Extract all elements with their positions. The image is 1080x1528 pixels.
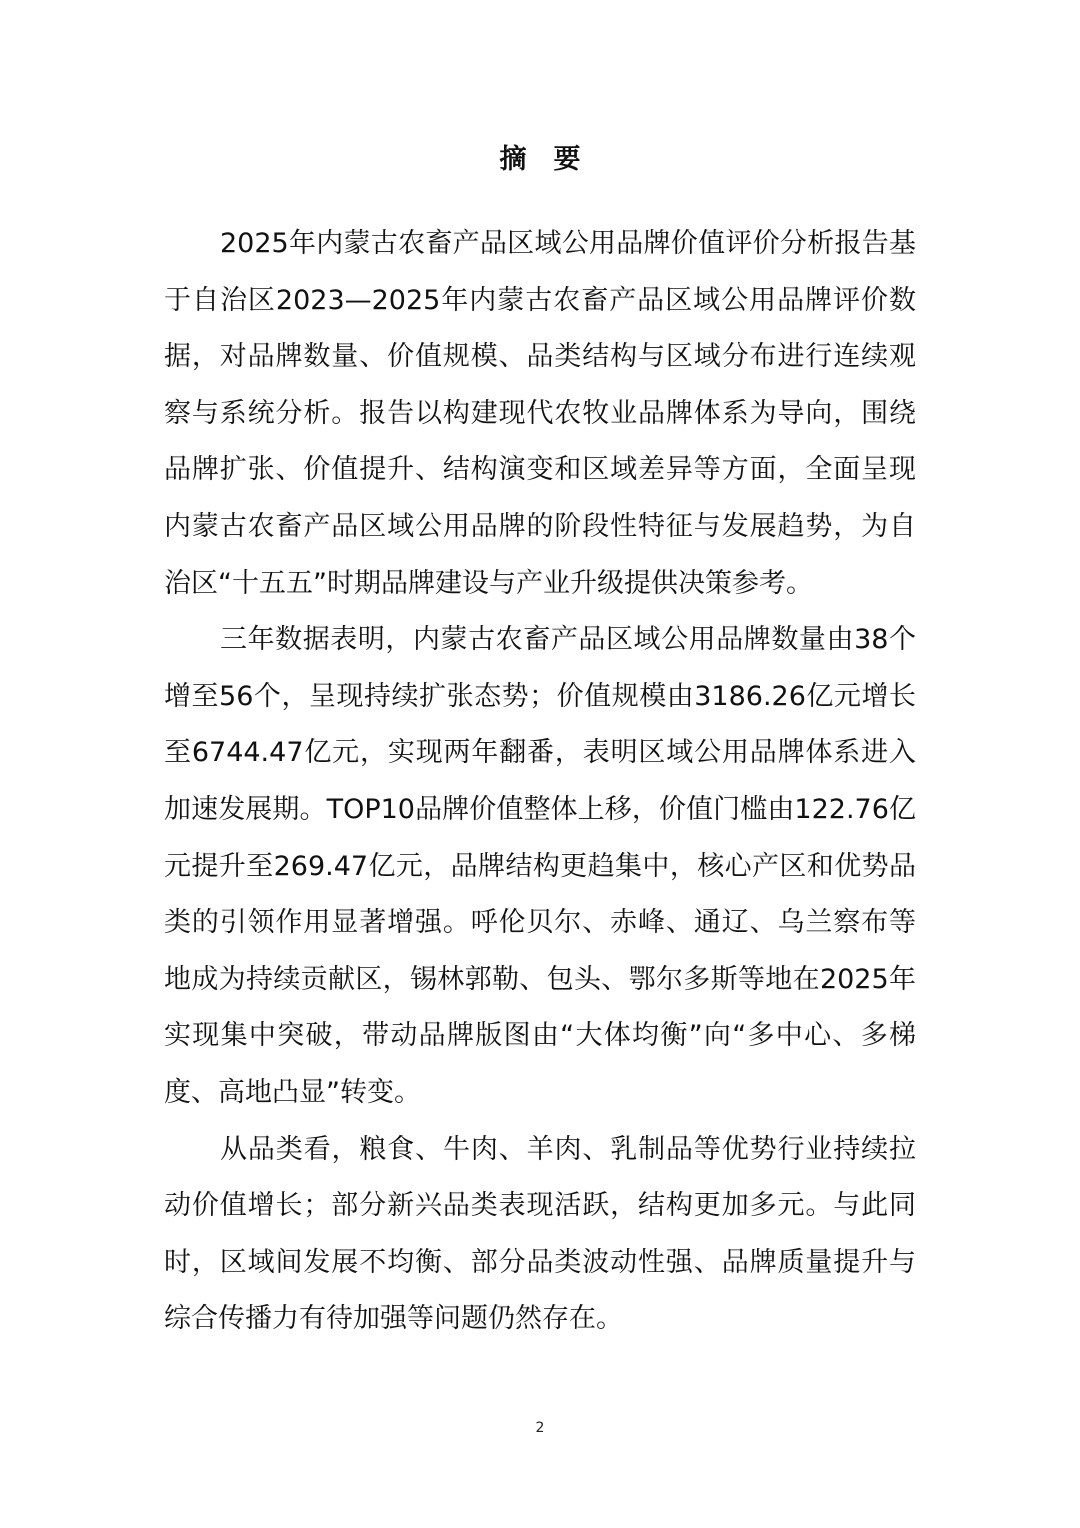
page-title: 摘 要 xyxy=(499,144,581,175)
paragraph-3: 从品类看，粮食、牛肉、羊肉、乳制品等优势行业持续拉动价值增长；部分新兴品类表现活跃，结构更加多元。与此同时，区域间发展不均衡、部分品类波动性强、品牌质量提升与综合传播力有待加强等问题仍然存在。 xyxy=(164,1133,916,1335)
paragraph-1: 2025年内蒙古农畜产品区域公用品牌价值评价分析报告基于自治区2023—2025年内蒙古农畜产品区域公用品牌评价数据，对品牌数量、价值规模、品类结构与区域分布进行连续观察与系统分析。报告以构建现代农牧业品牌体系为导向，围绕品牌扩张、价值提升、结构演变和区域差异等方面，全面呈现内蒙古农畜产品区域公用品牌的阶段性特征与发展趋势，为自治区“十五五”时期品牌建设与产业升级提供决策参考。 xyxy=(164,228,916,599)
paragraph-2: 三年数据表明，内蒙古农畜产品区域公用品牌数量由38个增至56个，呈现持续扩张态势；价值规模由3186.26亿元增长至6744.47亿元，实现两年翻番，表明区域公用品牌体系进入加速发展期。TOP10品牌价值整体上移，价值门槛由122.76亿元提升至269.47亿元，品牌结构更趋集中，核心产区和优势品类的引领作用显著增强。呼伦贝尔、赤峰、通辽、乌兰察布等地成为持续贡献区，锡林郭勒、包头、鄂尔多斯等地在2025年实现集中突破，带动品牌版图由“大体均衡”向“多中心、多梯度、高地凸显”转变。 xyxy=(164,624,916,1108)
abstract-body xyxy=(164,216,916,1348)
page-number: 2 xyxy=(535,1420,545,1436)
